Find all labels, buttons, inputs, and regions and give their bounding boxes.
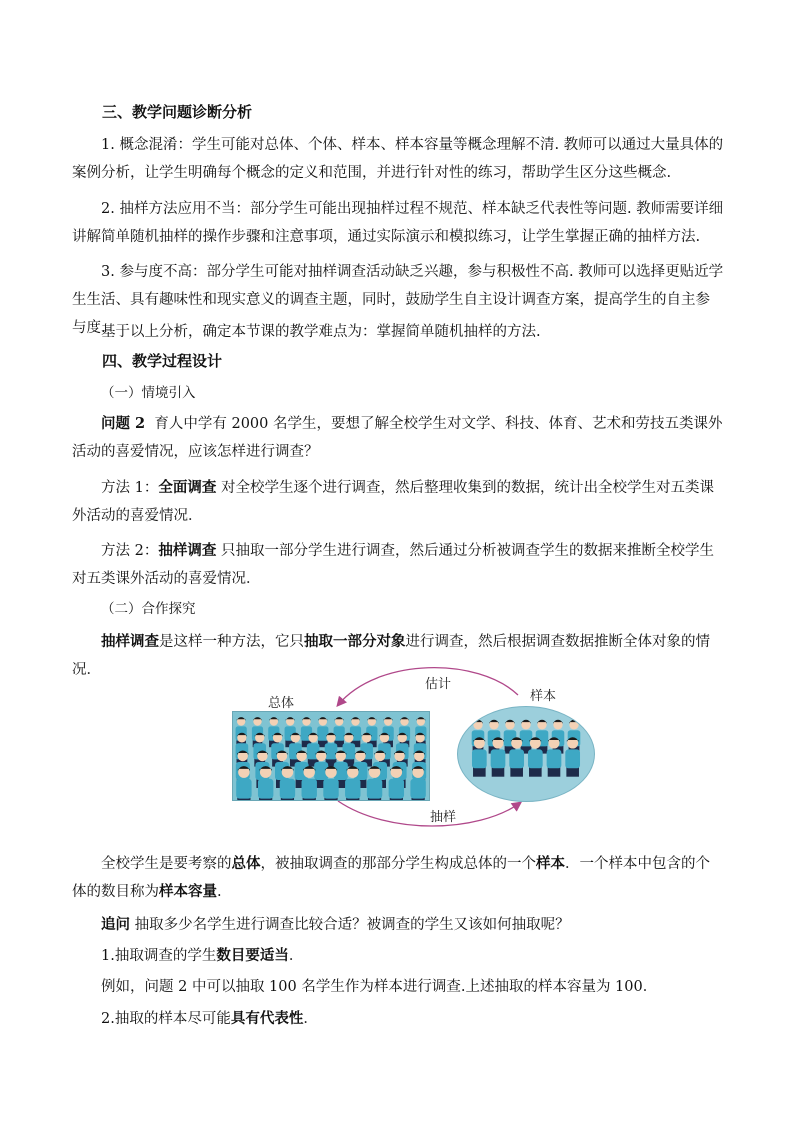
student-figure [252, 717, 263, 747]
sample-label: 样本 [530, 689, 557, 704]
explore-bold: 抽取一部分对象 [304, 633, 406, 650]
student-figure [280, 766, 295, 800]
point-2-c: ． [303, 1011, 318, 1027]
method-1-text: 对全校学生逐个进行调查，然后整理收集到的数据，统计出全校学生对五类课外活动的喜爱情况． [72, 480, 714, 524]
student-figure [536, 720, 549, 754]
student-figure [236, 717, 247, 747]
student-figure [472, 720, 485, 754]
method-1-prefix: 方法 1： [101, 480, 159, 496]
point-1-b: 数目要适当 [216, 947, 289, 964]
student-figure [236, 766, 251, 800]
student-figure [389, 766, 404, 800]
section-3-heading: 三、教学问题诊断分析 [102, 103, 253, 121]
student-figure [509, 737, 524, 776]
student-figure [520, 720, 533, 754]
question-text: 育人中学有 2000 名学生，要想了解全校学生对文学、科技、体育、艺术和劳技五类课外活动的喜爱情况，应该怎样进行调查？ [72, 416, 723, 460]
item-3-lead: 3. 参与度不高： [101, 264, 207, 280]
sample-students-illustration [458, 707, 594, 801]
subsection-2-heading: （二）合作探究 [101, 601, 196, 617]
def-part-3: ，被抽取调查的那部分学生构成总体的一个 [260, 856, 536, 872]
question-label: 问题 2 [101, 415, 146, 432]
sampling-arrow [338, 801, 520, 826]
student-figure [491, 737, 506, 776]
section-4-heading: 四、教学过程设计 [102, 352, 223, 370]
def-term-sample: 样本 [536, 855, 565, 872]
paragraph-item-2 [72, 195, 724, 251]
student-figure [236, 733, 249, 767]
point-1-a: 1.抽取调查的学生 [101, 948, 217, 964]
student-figure [301, 717, 312, 747]
student-figure [271, 733, 284, 767]
student-figure [396, 733, 409, 767]
method-2-term: 抽样调查 [158, 542, 217, 559]
student-figure [253, 733, 266, 767]
student-figure [323, 766, 338, 800]
item-2-lead: 2. 抽样方法应用不当： [101, 201, 250, 217]
followup-text: 抽取多少名学生进行调查比较合适？被调查的学生又该如何抽取呢？ [134, 917, 570, 933]
estimate-label: 估计 [425, 677, 452, 692]
student-figure [302, 766, 317, 800]
explore-mid: 是这样一种方法，它只 [159, 634, 304, 650]
student-figure [528, 737, 543, 776]
student-figure [285, 717, 296, 747]
student-figure [334, 717, 345, 747]
student-figure [415, 717, 426, 747]
example-paragraph: 例如，问题 2 中可以抽取 100 名学生作为样本进行调查.上述抽取的样本容量为 100． [101, 979, 658, 995]
question-2-paragraph [72, 410, 724, 466]
item-1-lead: 1. 概念混淆： [101, 137, 192, 153]
item-1-text: 学生可能对总体、个体、样本、样本容量等概念理解不清. 教师可以通过大量具体的案例分析，让学生明确每个概念的定义和范围，并进行针对性的练习，帮助学生区分这些概念. [72, 137, 724, 181]
subsection-1-heading: （一）情境引入 [101, 385, 196, 401]
point-2-paragraph [72, 1005, 724, 1033]
student-figure [325, 733, 338, 767]
student-figure [472, 737, 487, 776]
point-1-paragraph [72, 942, 724, 970]
def-part-1: 全校学生是要考察的 [101, 856, 232, 872]
explore-term: 抽样调查 [101, 633, 159, 650]
conclusion-paragraph: 基于以上分析，确定本节课的教学难点为：掌握简单随机抽样的方法. [101, 324, 541, 340]
def-term-sample-size: 样本容量 [159, 883, 217, 900]
population-crowd-image [232, 711, 430, 801]
student-figure [383, 717, 394, 747]
population-label: 总体 [268, 696, 295, 711]
student-figure [410, 766, 425, 800]
student-figure [360, 733, 373, 767]
student-figure [343, 733, 356, 767]
student-figure [289, 733, 302, 767]
method-2-paragraph [72, 537, 724, 593]
point-2-b: 具有代表性 [230, 1010, 304, 1027]
method-1-term: 全面调查 [158, 479, 217, 496]
point-1-c: ． [288, 948, 304, 964]
explore-end: 进行调查，然后根据调查数据推断全体对象的情况． [72, 634, 710, 678]
followup-paragraph [72, 911, 724, 939]
population-sample-diagram [228, 665, 600, 830]
student-figure [268, 717, 279, 747]
item-2-text: 部分学生可能出现抽样过程不规范、样本缺乏代表性等问题. 教师需要详细讲解简单随机抽样的操作步骤和注意事项，通过实际演示和模拟练习，让学生掌握正确的抽样方法. [72, 201, 724, 245]
method-1-paragraph [72, 474, 724, 530]
crowd-students-illustration [233, 712, 429, 800]
student-figure [307, 733, 320, 767]
student-figure [565, 737, 580, 776]
followup-label: 追问 [101, 916, 130, 933]
student-figure [399, 717, 410, 747]
student-figure [367, 766, 382, 800]
sampling-label: 抽样 [430, 810, 457, 825]
student-figure [378, 733, 391, 767]
student-figure [317, 717, 328, 747]
student-figure [547, 737, 562, 776]
item-3-text: 部分学生可能对抽样调查活动缺乏兴趣，参与积极性不高. 教师可以选择更贴近学生生活、具有趣味性和现实意义的调查主题，同时，鼓励学生自主设计调查方案，提高学生的自主参与度. [72, 264, 724, 336]
sample-group-image [457, 706, 595, 802]
student-figure [350, 717, 361, 747]
def-part-7: . [217, 884, 222, 900]
paragraph-item-1 [72, 131, 724, 187]
method-2-prefix: 方法 2： [101, 543, 159, 559]
def-term-population: 总体 [231, 855, 261, 872]
point-2-a: 2.抽取的样本尽可能 [101, 1011, 231, 1027]
student-figure [345, 766, 360, 800]
definition-paragraph [72, 850, 724, 906]
def-part-5: ．一个样本中包含的个体的数目称为 [72, 856, 710, 900]
student-figure [568, 720, 581, 754]
student-figure [414, 733, 427, 767]
method-2-text: 只抽取一部分学生进行调查，然后通过分析被调查学生的数据来推断全校学生对五类课外活动的喜爱情况． [72, 543, 714, 587]
student-figure [258, 766, 273, 800]
student-figure [366, 717, 377, 747]
student-figure [504, 720, 517, 754]
